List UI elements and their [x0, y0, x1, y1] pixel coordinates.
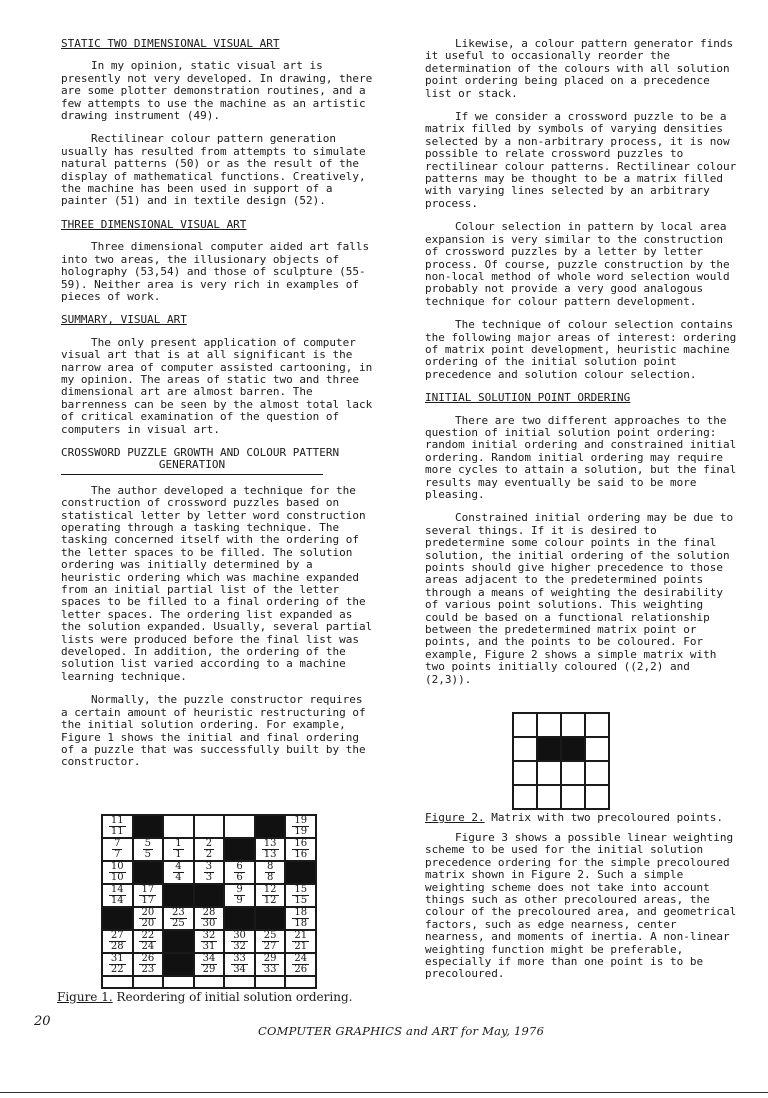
- grid-cell: [224, 861, 255, 884]
- matrix-cell: [537, 737, 561, 761]
- grid-cell: [133, 861, 164, 884]
- paragraph: The author developed a technique for the construction of crossword puzzles based on statistical letter by letter word construction operating through a tasking technique. The tasking concerned itself with the ordering of the letter spaces to be filled. The solution ordering was initially determined by a heuristic ordering which was machine expanded from an initial partial list of the letter spaces to be filled to a final ordering of the letter spaces. The ordering list expanded as the solution expanded. Usually, several partial lists were produced before the final list was developed. In addition, the ordering of the solution list varied according to a machine learning technique.: [61, 483, 373, 683]
- initial-order: 34: [202, 953, 216, 964]
- paragraph: Likewise, a colour pattern generator finds it useful to occasionally reorder the determination of the colours with all solution point ordering being placed on a precedence list or stack.: [425, 37, 734, 100]
- grid-cell: [255, 838, 286, 861]
- matrix-cell: [537, 785, 561, 809]
- initial-order: 22: [141, 930, 155, 941]
- grid-cell: [194, 861, 225, 884]
- grid-cell: [133, 815, 164, 838]
- final-order: 20: [141, 918, 155, 929]
- initial-order: 27: [110, 930, 124, 941]
- matrix-cell: [585, 713, 609, 737]
- figure-2-grid: [512, 712, 610, 810]
- section-heading-summary: SUMMARY, VISUAL ART: [61, 313, 187, 327]
- initial-order: 24: [294, 953, 308, 964]
- figure-3-paragraph: [425, 832, 741, 981]
- grid-cell: [133, 838, 164, 861]
- grid-cell: [285, 930, 316, 953]
- grid-cell: [102, 953, 133, 976]
- initial-order: 31: [110, 953, 124, 964]
- grid-cell: [102, 976, 133, 988]
- grid-cell: [163, 838, 194, 861]
- grid-cell: [194, 907, 225, 930]
- grid-cell: [194, 838, 225, 861]
- bottom-rule: [0, 1092, 768, 1093]
- initial-order: 2: [205, 838, 213, 849]
- final-order: 28: [110, 941, 124, 952]
- grid-cell: [102, 884, 133, 907]
- final-order: 27: [263, 941, 277, 952]
- matrix-cell: [561, 737, 585, 761]
- grid-cell: [133, 884, 164, 907]
- final-order: 2: [205, 849, 213, 860]
- final-order: 18: [294, 918, 308, 929]
- final-order: 13: [263, 849, 277, 860]
- initial-order: 30: [233, 930, 246, 941]
- final-order: 22: [110, 964, 124, 975]
- initial-order: 14: [110, 884, 124, 895]
- initial-order: 3: [205, 861, 213, 872]
- initial-order: 21: [294, 930, 308, 941]
- matrix-cell: [585, 737, 609, 761]
- grid-cell: [285, 861, 316, 884]
- initial-order: 10: [110, 861, 124, 872]
- initial-order: 26: [141, 953, 155, 964]
- paragraph: Constrained initial ordering may be due to several things. If it is desired to predetermine some colour points in the final solution, the initial ordering of the solution points should give higher precedence to those areas adjacent to the predetermined points through a means of weighting the desirability of various point solutions. This weighting could be based on a functional relationship between the predetermined matrix point or points, and the points to be coloured. For example, Figure 2 shows a simple matrix with two points initially coloured ((2,2) and (2,3)).: [425, 511, 734, 686]
- grid-cell: [102, 838, 133, 861]
- grid-cell: [133, 907, 164, 930]
- initial-order: 23: [172, 907, 185, 918]
- final-order: 7: [114, 849, 121, 860]
- matrix-cell: [585, 785, 609, 809]
- grid-cell: [102, 861, 133, 884]
- grid-cell: [102, 815, 133, 838]
- grid-cell: [194, 884, 225, 907]
- grid-cell: [224, 884, 255, 907]
- initial-order: 20: [141, 907, 155, 918]
- matrix-cell: [513, 761, 537, 785]
- initial-order: 17: [141, 884, 155, 895]
- initial-order: 5: [144, 838, 152, 849]
- grid-cell: [255, 976, 286, 988]
- matrix-cell: [585, 761, 609, 785]
- caption-text: Matrix with two precoloured points.: [484, 811, 724, 824]
- final-order: 25: [172, 918, 185, 929]
- grid-cell: [285, 838, 316, 861]
- left-column: [61, 38, 373, 780]
- final-order: 9: [236, 895, 243, 906]
- final-order: 4: [175, 872, 182, 883]
- section-heading-initial-ordering: INITIAL SOLUTION POINT ORDERING: [425, 391, 631, 405]
- grid-cell: [133, 976, 164, 988]
- initial-order: 1: [175, 838, 182, 849]
- figure-1-grid: [101, 814, 317, 989]
- final-order: 26: [294, 964, 308, 975]
- initial-order: 15: [294, 884, 308, 895]
- initial-order: 7: [114, 838, 121, 849]
- grid-cell: [194, 930, 225, 953]
- final-order: 15: [294, 895, 308, 906]
- grid-cell: [163, 953, 194, 976]
- paragraph: Three dimensional computer aided art falls into two areas, the illusionary objects of holography (53,54) and those of sculpture (55-59). Neither area is very rich in examples of pieces of work.: [61, 240, 370, 303]
- grid-cell: [133, 953, 164, 976]
- grid-cell: [194, 976, 225, 988]
- grid-cell: [163, 861, 194, 884]
- initial-order: 25: [263, 930, 277, 941]
- initial-order: 12: [263, 884, 277, 895]
- grid-cell: [163, 884, 194, 907]
- final-order: 5: [144, 849, 152, 860]
- paragraph: The technique of colour selection contains the following major areas of interest: ordering of matrix point development, heuristic machine ordering of the initial solution point precedence and solution colour selection.: [425, 318, 737, 381]
- grid-cell: [163, 815, 194, 838]
- final-order: 33: [263, 964, 277, 975]
- section-heading-crossword: [61, 445, 340, 475]
- initial-order: 4: [175, 861, 182, 872]
- grid-cell: [133, 930, 164, 953]
- initial-order: 8: [266, 861, 274, 872]
- paragraph: In my opinion, static visual art is presently not very developed. In drawing, there are some plotter demonstration routines, and a few attempts to use the machine as an artistic drawing instrument (49).: [61, 59, 373, 123]
- matrix-cell: [513, 737, 537, 761]
- grid-cell: [255, 815, 286, 838]
- figure-2-caption: [425, 811, 723, 824]
- initial-order: 29: [263, 953, 277, 964]
- right-column: [425, 38, 741, 697]
- paragraph: If we consider a crossword puzzle to be a matrix filled by symbols of varying densities selected by a non-arbitrary process, it is now possible to relate crossword puzzles to rectilinear colour patterns. Rectilinear colour patterns may be thought to be a matrix filled with varying lines selected by an arbitrary process.: [425, 110, 737, 210]
- grid-cell: [224, 907, 255, 930]
- initial-order: 13: [263, 838, 277, 849]
- final-order: 11: [110, 826, 124, 837]
- grid-cell: [285, 907, 316, 930]
- matrix-cell: [561, 761, 585, 785]
- final-order: 12: [263, 895, 277, 906]
- final-order: 34: [233, 964, 246, 975]
- final-order: 16: [294, 849, 308, 860]
- grid-cell: [255, 953, 286, 976]
- journal-footer: COMPUTER GRAPHICS and ART for May, 1976: [258, 1024, 545, 1038]
- final-order: 10: [110, 872, 124, 883]
- initial-order: 11: [110, 815, 124, 826]
- section-heading-3d: THREE DIMENSIONAL VISUAL ART: [61, 217, 247, 231]
- final-order: 8: [266, 872, 274, 883]
- final-order: 1: [175, 849, 182, 860]
- paragraph: The only present application of computer visual art that is at all significant is the narrow area of computer assisted cartooning, in my opinion. The areas of static two and three dimensional art are almost barren. The barrenness can be seen by the almost total lack of critical examination of the question of computers in visual art.: [61, 335, 373, 436]
- initial-order: 18: [294, 907, 308, 918]
- final-order: 31: [202, 941, 216, 952]
- final-order: 14: [110, 895, 124, 906]
- grid-cell: [285, 976, 316, 988]
- heading-line: CROSSWORD PUZZLE GROWTH AND COLOUR PATTERN: [61, 445, 340, 459]
- final-order: 29: [202, 964, 216, 975]
- initial-order: 19: [294, 815, 308, 826]
- matrix-cell: [561, 785, 585, 809]
- final-order: 32: [233, 941, 246, 952]
- initial-order: 9: [236, 884, 243, 895]
- matrix-cell: [537, 761, 561, 785]
- grid-cell: [224, 976, 255, 988]
- caption-label: Figure 2.: [425, 811, 485, 824]
- section-heading-static-2d: STATIC TWO DIMENSIONAL VISUAL ART: [61, 37, 280, 50]
- initial-order: 16: [294, 838, 308, 849]
- grid-cell: [163, 976, 194, 988]
- grid-cell: [255, 884, 286, 907]
- final-order: 30: [202, 918, 216, 929]
- grid-cell: [163, 907, 194, 930]
- initial-order: 32: [202, 930, 216, 941]
- initial-order: 28: [202, 907, 216, 918]
- grid-cell: [285, 953, 316, 976]
- grid-cell: [285, 815, 316, 838]
- grid-cell: [224, 815, 255, 838]
- grid-cell: [224, 953, 255, 976]
- matrix-cell: [561, 713, 585, 737]
- grid-cell: [255, 907, 286, 930]
- grid-cell: [194, 953, 225, 976]
- paragraph: Normally, the puzzle constructor requires a certain amount of heuristic restructuring of the initial solution ordering. For example, Figure 1 shows the initial and final ordering of a puzzle that was successfully built by the constructor.: [61, 693, 366, 769]
- final-order: 6: [236, 872, 243, 883]
- final-order: 3: [205, 872, 213, 883]
- grid-cell: [224, 838, 255, 861]
- matrix-cell: [513, 713, 537, 737]
- grid-cell: [285, 884, 316, 907]
- grid-cell: [255, 930, 286, 953]
- initial-order: 33: [233, 953, 246, 964]
- heading-line: GENERATION: [158, 458, 226, 472]
- initial-order: 6: [236, 861, 243, 872]
- grid-cell: [102, 907, 133, 930]
- final-order: 17: [141, 895, 155, 906]
- grid-cell: [224, 930, 255, 953]
- paragraph: Rectilinear colour pattern generation usually has resulted from attempts to simulate natural patterns (50) or as the result of the display of mathematical functions. Creatively, the machine has been used in support of a painter (51) and in textile design (52).: [61, 132, 366, 208]
- final-order: 19: [294, 826, 308, 837]
- matrix-cell: [537, 713, 561, 737]
- matrix-cell: [513, 785, 537, 809]
- figure-1-caption: [57, 990, 352, 1004]
- final-order: 23: [141, 964, 155, 975]
- final-order: 24: [141, 941, 155, 952]
- paragraph: Figure 3 shows a possible linear weighting scheme to be used for the initial solution precedence ordering for the simple precoloured matrix shown in Figure 2. Such a simple weighting scheme does not take into account things such as other precoloured areas, the colour of the precoloured area, and geometrical factors, such as edge nearness, center nearness, and moments of inertia. A non-linear weighting function might be preferable, especially if more than one point is to be precoloured.: [425, 831, 737, 981]
- caption-text: Reordering of initial solution ordering.: [112, 990, 353, 1004]
- paragraph: There are two different approaches to the question of initial solution point ordering: random initial ordering and constrained initial ordering. Random initial ordering may require more cycles to attain a solution, but the final results may eventually be said to be more pleasing.: [425, 413, 737, 501]
- grid-cell: [163, 930, 194, 953]
- final-order: 21: [294, 941, 308, 952]
- page-number: 20: [34, 1014, 51, 1029]
- caption-label: Figure 1.: [57, 990, 113, 1004]
- grid-cell: [255, 861, 286, 884]
- paragraph: Colour selection in pattern by local area expansion is very similar to the construction of crossword puzzles by a letter by letter process. Of course, puzzle construction by the non-local method of whole word selection would probably not provide a very good analogous technique for colour pattern development.: [425, 220, 730, 308]
- grid-cell: [102, 930, 133, 953]
- grid-cell: [194, 815, 225, 838]
